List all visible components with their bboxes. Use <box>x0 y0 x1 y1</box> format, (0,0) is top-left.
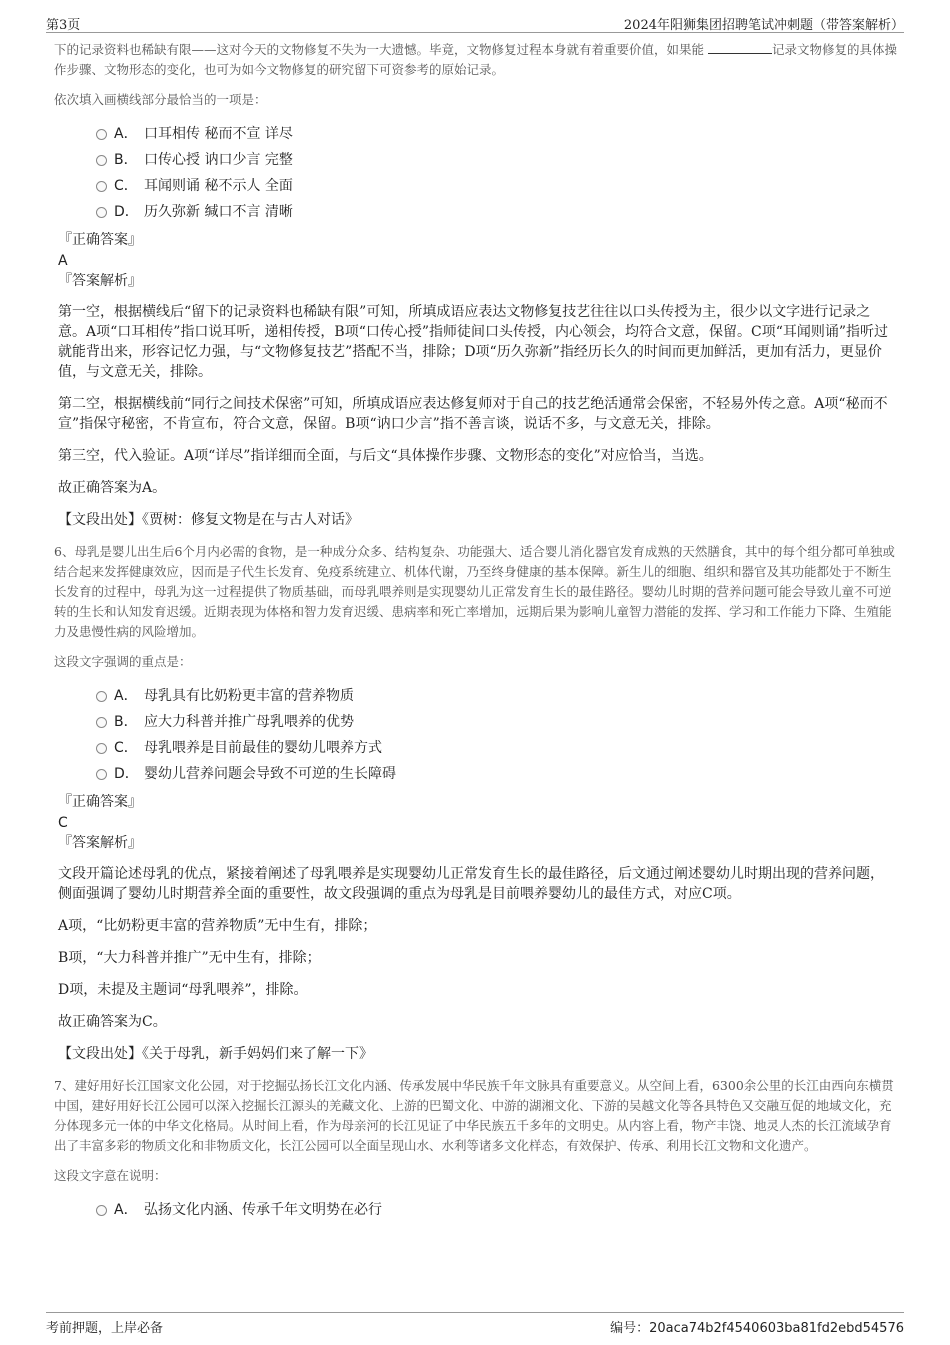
q5-analysis-2: 第二空，根据横线前“同行之间技术保密”可知，所填成语应表达修复师对于自己的技艺绝活通常会保密，不轻易外传之意。A项“秘而不宣”指保守秘密，不肯宣布，符合文意，保留。B项“讷口少言”指不善言谈，说话不多，与文意无关，排除。 <box>58 396 888 432</box>
q6-analysis-3: B项，“大力科普并推广”无中生有，排除； <box>58 950 321 966</box>
q6-answer-label: 『正确答案』 <box>58 794 142 810</box>
page-footer <box>46 1312 904 1339</box>
document-title: 2024年阳狮集团招聘笔试冲刺题（带答案解析） <box>623 18 904 33</box>
q6-option-b[interactable]: B． 应大力科普并推广母乳喂养的优势 <box>96 708 897 734</box>
radio-icon[interactable] <box>96 717 107 728</box>
q5-prompt: 依次填入画横线部分最恰当的一项是： <box>54 92 267 107</box>
q6-analysis-2: A项，“比奶粉更丰富的营养物质”无中生有，排除； <box>58 918 377 934</box>
q6-option-a[interactable]: A． 母乳具有比奶粉更丰富的营养物质 <box>96 682 897 708</box>
q5-answer-label: 『正确答案』 <box>58 232 142 248</box>
radio-icon[interactable] <box>96 181 107 192</box>
q7-passage: 7、建好用好长江国家文化公园，对于挖掘弘扬长江文化内涵、传承发展中华民族千年文脉具有重要意义。从空间上看，6300余公里的长江由西向东横贯中国，建好用好长江公园可以深入挖掘长江源头的羌藏文化、上游的巴蜀文化、中游的湖湘文化、下游的吴越文化等各具特色又交融互促的地域文化，充分体现多元一体的中华文化格局。从时间上看，作为母亲河的长江见证了中华民族五千多年的文明史。从内容上看，物产丰饶、地灵人杰的长江流域孕育出了丰富多彩的物质文化和非物质文化，长江公园可以全面呈现山水、水利等诸多文化样态，有效保护、传承、利用长江文物和文化遗产。 <box>54 1078 894 1153</box>
page-header <box>46 10 904 33</box>
radio-icon[interactable] <box>96 155 107 166</box>
q5-option-d[interactable]: D． 历久弥新 缄口不言 清晰 <box>96 198 897 224</box>
q5-analysis-label: 『答案解析』 <box>58 273 142 289</box>
q6-answer: C <box>58 815 68 831</box>
q5-option-b[interactable]: B． 口传心授 讷口少言 完整 <box>96 146 897 172</box>
q6-analysis-4: D项，未提及主题词“母乳喂养”，排除。 <box>58 982 308 998</box>
q5-option-a[interactable]: A． 口耳相传 秘而不宣 详尽 <box>96 120 897 146</box>
fill-blank <box>708 41 772 54</box>
q6-source: 【文段出处】《关于母乳，新手妈妈们来了解一下》 <box>58 1046 373 1062</box>
footer-slogan: 考前押题，上岸必备 <box>46 1321 164 1336</box>
radio-icon[interactable] <box>96 207 107 218</box>
radio-icon[interactable] <box>96 691 107 702</box>
q5-answer: A <box>58 253 68 269</box>
q6-analysis-label: 『答案解析』 <box>58 835 142 851</box>
q6-analysis-1: 文段开篇论述母乳的优点，紧接着阐述了母乳喂养是实现婴幼儿正常发育生长的最佳路径，后文通过阐述婴幼儿时期出现的营养问题，侧面强调了婴幼儿时期营养全面的重要性，故文段强调的重点为母乳是目前喂养婴幼儿的最佳方式，对应C项。 <box>58 866 884 902</box>
q7-option-a[interactable]: A． 弘扬文化内涵、传承千年文明势在必行 <box>96 1196 897 1222</box>
page-number: 第3页 <box>46 18 81 33</box>
q6-analysis-5: 故正确答案为C。 <box>58 1014 167 1030</box>
radio-icon[interactable] <box>96 769 107 780</box>
document-body <box>54 40 897 1228</box>
document-code: 编号：20aca74b2f4540603ba81fd2ebd54576 <box>610 1321 904 1336</box>
radio-icon[interactable] <box>96 129 107 140</box>
q6-passage: 6、母乳是婴儿出生后6个月内必需的食物，是一种成分众多、结构复杂、功能强大、适合婴儿消化器官发育成熟的天然膳食，其中的每个组分都可单独或结合起来发挥健康效应，因而是子代生长发育、免疫系统建立、机体代谢，乃至终身健康的基本保障。新生儿的细胞、组织和器官及其功能都处于不断生长发育的过程中，母乳为这一过程提供了物质基础，而母乳喂养则是实现婴幼儿正常发育生长的最佳路径。婴幼儿时期的营养问题可能会导致儿童不可逆转的生长和认知发育迟缓。近期表现为体格和智力发育迟缓、患病率和死亡率增加，远期后果为影响儿童智力潜能的发挥、学习和工作能力下降、生殖能力及患慢性病的风险增加。 <box>54 544 895 639</box>
q6-option-d[interactable]: D． 婴幼儿营养问题会导致不可逆的生长障碍 <box>96 760 897 786</box>
q5-source: 【文段出处】《贾树：修复文物是在与古人对话》 <box>58 512 359 528</box>
q6-option-c[interactable]: C． 母乳喂养是目前最佳的婴幼儿喂养方式 <box>96 734 897 760</box>
q7-prompt: 这段文字意在说明： <box>54 1168 167 1183</box>
radio-icon[interactable] <box>96 1205 107 1216</box>
q5-analysis-4: 故正确答案为A。 <box>58 480 167 496</box>
q7-options <box>96 1196 897 1222</box>
q5-option-c[interactable]: C． 耳闻则诵 秘不示人 全面 <box>96 172 897 198</box>
q6-options <box>96 682 897 786</box>
radio-icon[interactable] <box>96 743 107 754</box>
q5-analysis-3: 第三空，代入验证。A项“详尽”指详细而全面，与后文“具体操作步骤、文物形态的变化”对应恰当，当选。 <box>58 448 713 464</box>
q6-prompt: 这段文字强调的重点是： <box>54 654 192 669</box>
q5-analysis-1: 第一空，根据横线后“留下的记录资料也稀缺有限”可知，所填成语应表达文物修复技艺往往以口头传授为主，很少以文字进行记录之意。A项“口耳相传”指口说耳听，递相传授，B项“口传心授”指师徒间口头传授，内心领会，均符合文意，保留。C项“耳闻则诵”指听过就能背出来，形容记忆力强，与“文物修复技艺”搭配不当，排除；D项“历久弥新”指经历长久的时间而更加鲜活，更加有活力，更显价值，与文意无关，排除。 <box>58 304 889 380</box>
q5-options <box>96 120 897 224</box>
q5-passage: 下的记录资料也稀缺有限——这对今天的文物修复不失为一大遗憾。毕竟，文物修复过程本身就有着重要价值，如果能 记录文物修复的具体操作步骤、文物形态的变化，也可为如今文物修复的研究留下可资参考的原始记录。 <box>54 42 898 77</box>
